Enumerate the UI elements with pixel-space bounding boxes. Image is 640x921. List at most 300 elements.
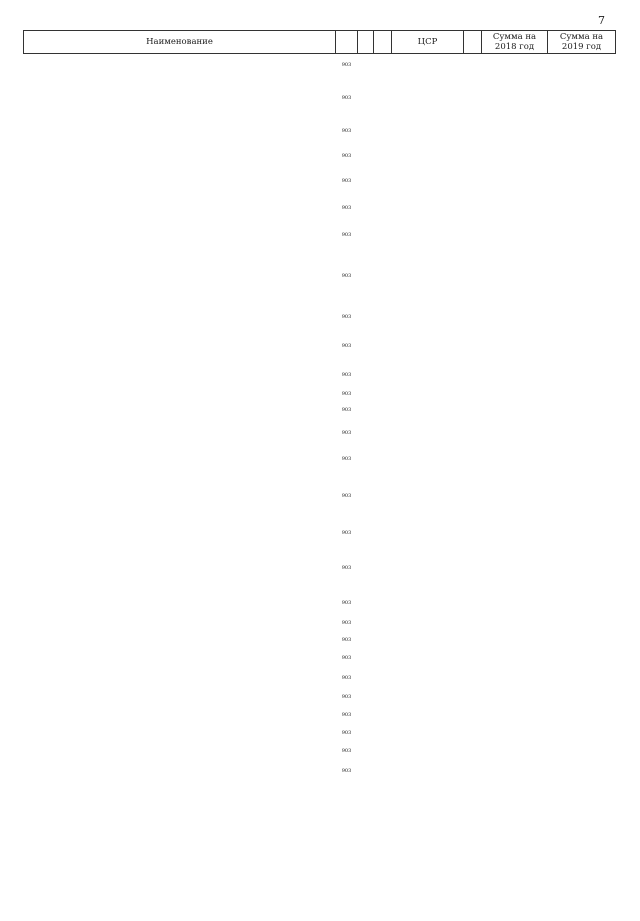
row-section — [358, 689, 374, 707]
row-sum-2019 — [548, 633, 616, 649]
row-sum-2018 — [482, 875, 548, 901]
row-name — [24, 831, 336, 853]
row-expense-type — [464, 449, 482, 471]
table-row — [24, 54, 616, 76]
row-expense-type — [464, 669, 482, 689]
row-sum-2019 — [548, 853, 616, 875]
row-sum-2018 — [482, 831, 548, 853]
row-sum-2019 — [548, 471, 616, 523]
row-ministry — [336, 853, 358, 875]
row-name — [24, 593, 336, 615]
row-target-article — [392, 689, 464, 707]
row-target-article — [392, 307, 464, 329]
row-subsection — [374, 225, 392, 247]
row-name — [24, 171, 336, 193]
row-section — [358, 831, 374, 853]
row-expense-type — [464, 365, 482, 387]
header-sum-2018: Сумма на 2018 год — [482, 31, 548, 54]
row-name — [24, 76, 336, 121]
row-expense-type — [464, 761, 482, 783]
row-target-article — [392, 831, 464, 853]
row-name — [24, 853, 336, 875]
row-subsection — [374, 815, 392, 831]
row-subsection — [374, 193, 392, 225]
table-row — [24, 329, 616, 365]
row-section — [358, 449, 374, 471]
header-target-article: ЦСР — [392, 31, 464, 54]
row-target-article — [392, 193, 464, 225]
row-subsection — [374, 307, 392, 329]
row-target-article — [392, 403, 464, 419]
row-target-article — [392, 54, 464, 76]
row-sum-2019 — [548, 143, 616, 171]
row-expense-type — [464, 121, 482, 143]
row-target-article — [392, 76, 464, 121]
row-sum-2018 — [482, 615, 548, 633]
row-sum-2018 — [482, 387, 548, 403]
row-section — [358, 387, 374, 403]
row-sum-2018 — [482, 307, 548, 329]
row-section — [358, 121, 374, 143]
row-sum-2019 — [548, 593, 616, 615]
row-sum-2018 — [482, 171, 548, 193]
row-ministry: 903 — [341, 430, 352, 437]
row-name — [24, 365, 336, 387]
row-expense-type — [464, 853, 482, 875]
row-expense-type — [464, 329, 482, 365]
row-ministry: 903 — [341, 314, 352, 321]
row-name — [24, 761, 336, 783]
row-section — [358, 419, 374, 449]
row-expense-type — [464, 615, 482, 633]
row-section — [358, 875, 374, 901]
row-subsection — [374, 329, 392, 365]
row-sum-2018 — [482, 633, 548, 649]
row-ministry: 903 — [341, 178, 352, 185]
row-ministry: 903 — [341, 655, 352, 662]
row-sum-2018 — [482, 743, 548, 761]
row-sum-2019 — [548, 815, 616, 831]
row-sum-2018 — [482, 761, 548, 783]
row-target-article — [392, 523, 464, 545]
row-subsection — [374, 797, 392, 815]
row-section — [358, 761, 374, 783]
row-expense-type — [464, 471, 482, 523]
row-target-article — [392, 815, 464, 831]
table-row — [24, 743, 616, 761]
table-row — [24, 853, 616, 875]
row-sum-2018 — [482, 725, 548, 743]
row-ministry — [336, 797, 358, 815]
row-ministry: 903 — [341, 730, 352, 737]
table-row — [24, 121, 616, 143]
row-ministry: 903 — [341, 94, 352, 101]
header-name: Наименование — [24, 31, 336, 54]
header-subsection — [374, 31, 392, 54]
row-name — [24, 307, 336, 329]
row-name — [24, 403, 336, 419]
row-expense-type — [464, 193, 482, 225]
row-sum-2019 — [548, 901, 616, 921]
row-target-article — [392, 593, 464, 615]
row-expense-type — [464, 875, 482, 901]
row-sum-2019 — [548, 365, 616, 387]
table-row — [24, 831, 616, 853]
row-name — [24, 901, 336, 921]
row-section — [358, 143, 374, 171]
row-ministry: 903 — [341, 620, 352, 627]
row-name — [24, 815, 336, 831]
row-ministry — [336, 901, 358, 921]
row-target-article — [392, 853, 464, 875]
row-section — [358, 815, 374, 831]
row-target-article — [392, 725, 464, 743]
row-target-article — [392, 329, 464, 365]
row-ministry: 903 — [341, 637, 352, 644]
row-sum-2019 — [548, 403, 616, 419]
row-subsection — [374, 449, 392, 471]
row-subsection — [374, 419, 392, 449]
row-ministry — [336, 815, 358, 831]
row-sum-2019 — [548, 545, 616, 593]
row-subsection — [374, 633, 392, 649]
row-sum-2019 — [548, 76, 616, 121]
row-sum-2018 — [482, 403, 548, 419]
row-subsection — [374, 76, 392, 121]
row-sum-2018 — [482, 54, 548, 76]
row-name — [24, 649, 336, 669]
row-subsection — [374, 387, 392, 403]
row-target-article — [392, 901, 464, 921]
row-ministry: 903 — [341, 565, 352, 572]
row-expense-type — [464, 247, 482, 307]
table-row — [24, 76, 616, 121]
row-name — [24, 523, 336, 545]
row-expense-type — [464, 523, 482, 545]
row-name — [24, 615, 336, 633]
row-name — [24, 633, 336, 649]
table-row — [24, 815, 616, 831]
row-target-article — [392, 449, 464, 471]
row-section — [358, 545, 374, 593]
row-expense-type — [464, 76, 482, 121]
row-ministry: 903 — [341, 153, 352, 160]
row-sum-2018 — [482, 143, 548, 171]
row-target-article — [392, 387, 464, 403]
row-subsection — [374, 593, 392, 615]
row-ministry: 903 — [341, 61, 352, 68]
row-ministry: 903 — [341, 694, 352, 701]
page-number: 7 — [598, 14, 605, 27]
row-sum-2019 — [548, 171, 616, 193]
row-section — [358, 171, 374, 193]
row-section — [358, 615, 374, 633]
row-expense-type — [464, 815, 482, 831]
row-ministry: 903 — [341, 530, 352, 537]
row-target-article — [392, 615, 464, 633]
row-sum-2019 — [548, 54, 616, 76]
row-sum-2019 — [548, 707, 616, 725]
row-sum-2019 — [548, 875, 616, 901]
row-name — [24, 545, 336, 593]
table-row — [24, 545, 616, 593]
row-section — [358, 669, 374, 689]
row-sum-2018 — [482, 225, 548, 247]
row-ministry: 903 — [341, 712, 352, 719]
row-expense-type — [464, 689, 482, 707]
row-expense-type — [464, 143, 482, 171]
row-expense-type — [464, 403, 482, 419]
row-section — [358, 725, 374, 743]
row-target-article — [392, 419, 464, 449]
row-name — [24, 121, 336, 143]
row-sum-2019 — [548, 743, 616, 761]
row-subsection — [374, 689, 392, 707]
row-name — [24, 247, 336, 307]
row-subsection — [374, 875, 392, 901]
row-expense-type — [464, 633, 482, 649]
row-section — [358, 329, 374, 365]
row-ministry: 903 — [341, 232, 352, 239]
row-expense-type — [464, 743, 482, 761]
row-sum-2018 — [482, 853, 548, 875]
row-sum-2018 — [482, 329, 548, 365]
table-row — [24, 615, 616, 633]
row-expense-type — [464, 831, 482, 853]
row-sum-2019 — [548, 523, 616, 545]
table-row — [24, 307, 616, 329]
row-sum-2019 — [548, 761, 616, 783]
row-subsection — [374, 783, 392, 797]
row-subsection — [374, 471, 392, 523]
row-subsection — [374, 901, 392, 921]
row-target-article — [392, 247, 464, 307]
row-section — [358, 633, 374, 649]
row-ministry: 903 — [341, 343, 352, 350]
row-sum-2019 — [548, 783, 616, 797]
row-subsection — [374, 649, 392, 669]
row-sum-2018 — [482, 365, 548, 387]
row-target-article — [392, 545, 464, 593]
row-expense-type — [464, 725, 482, 743]
row-target-article — [392, 633, 464, 649]
row-sum-2019 — [548, 121, 616, 143]
row-ministry: 903 — [341, 273, 352, 280]
table-row — [24, 247, 616, 307]
row-sum-2019 — [548, 225, 616, 247]
row-name — [24, 707, 336, 725]
table-row — [24, 365, 616, 387]
row-subsection — [374, 523, 392, 545]
row-name — [24, 669, 336, 689]
row-name — [24, 783, 336, 797]
row-subsection — [374, 615, 392, 633]
table-row — [24, 193, 616, 225]
table-row — [24, 387, 616, 403]
row-subsection — [374, 171, 392, 193]
row-name — [24, 875, 336, 901]
row-name — [24, 143, 336, 171]
row-section — [358, 54, 374, 76]
table-header — [24, 31, 616, 54]
row-expense-type — [464, 593, 482, 615]
row-sum-2019 — [548, 725, 616, 743]
row-target-article — [392, 707, 464, 725]
row-sum-2019 — [548, 419, 616, 449]
table-row — [24, 901, 616, 921]
row-sum-2018 — [482, 707, 548, 725]
row-section — [358, 471, 374, 523]
row-target-article — [392, 797, 464, 815]
row-sum-2019 — [548, 387, 616, 403]
row-name — [24, 449, 336, 471]
row-name — [24, 689, 336, 707]
row-sum-2018 — [482, 121, 548, 143]
row-expense-type — [464, 171, 482, 193]
table-row — [24, 171, 616, 193]
row-sum-2018 — [482, 689, 548, 707]
row-sum-2019 — [548, 247, 616, 307]
row-section — [358, 783, 374, 797]
row-name — [24, 725, 336, 743]
row-sum-2018 — [482, 419, 548, 449]
row-sum-2019 — [548, 449, 616, 471]
row-subsection — [374, 831, 392, 853]
row-expense-type — [464, 54, 482, 76]
table-row — [24, 633, 616, 649]
row-sum-2018 — [482, 593, 548, 615]
row-target-article — [392, 761, 464, 783]
table-row — [24, 797, 616, 815]
header-section — [358, 31, 374, 54]
row-section — [358, 403, 374, 419]
row-section — [358, 649, 374, 669]
row-expense-type — [464, 707, 482, 725]
row-sum-2019 — [548, 193, 616, 225]
table-row — [24, 875, 616, 901]
row-target-article — [392, 121, 464, 143]
row-sum-2019 — [548, 307, 616, 329]
row-section — [358, 797, 374, 815]
row-sum-2019 — [548, 689, 616, 707]
row-section — [358, 76, 374, 121]
row-section — [358, 307, 374, 329]
row-expense-type — [464, 387, 482, 403]
row-ministry — [336, 783, 358, 797]
row-section — [358, 225, 374, 247]
row-ministry: 903 — [341, 600, 352, 607]
row-ministry: 903 — [341, 205, 352, 212]
row-subsection — [374, 121, 392, 143]
row-target-article — [392, 743, 464, 761]
header-ministry — [336, 31, 358, 54]
row-ministry: 903 — [341, 675, 352, 682]
row-subsection — [374, 853, 392, 875]
row-expense-type — [464, 225, 482, 247]
row-sum-2019 — [548, 669, 616, 689]
table-row — [24, 783, 616, 797]
row-expense-type — [464, 419, 482, 449]
row-ministry: 903 — [341, 372, 352, 379]
row-sum-2018 — [482, 783, 548, 797]
row-name — [24, 743, 336, 761]
table-row — [24, 593, 616, 615]
row-sum-2018 — [482, 901, 548, 921]
table-row — [24, 725, 616, 743]
row-expense-type — [464, 545, 482, 593]
header-sum-2019: Сумма на 2019 год — [548, 31, 616, 54]
row-section — [358, 365, 374, 387]
row-section — [358, 523, 374, 545]
row-ministry — [336, 831, 358, 853]
row-expense-type — [464, 783, 482, 797]
row-sum-2019 — [548, 615, 616, 633]
row-section — [358, 743, 374, 761]
row-subsection — [374, 761, 392, 783]
row-sum-2018 — [482, 471, 548, 523]
table-row — [24, 403, 616, 419]
row-section — [358, 247, 374, 307]
row-sum-2018 — [482, 649, 548, 669]
row-sum-2018 — [482, 797, 548, 815]
table-row — [24, 689, 616, 707]
budget-table — [23, 30, 616, 921]
row-name — [24, 54, 336, 76]
row-target-article — [392, 225, 464, 247]
row-name — [24, 419, 336, 449]
row-sum-2018 — [482, 669, 548, 689]
row-sum-2018 — [482, 247, 548, 307]
table-row — [24, 649, 616, 669]
row-subsection — [374, 143, 392, 171]
row-sum-2018 — [482, 545, 548, 593]
row-ministry: 903 — [341, 748, 352, 755]
row-sum-2019 — [548, 797, 616, 815]
row-subsection — [374, 545, 392, 593]
row-target-article — [392, 471, 464, 523]
row-sum-2018 — [482, 76, 548, 121]
row-subsection — [374, 707, 392, 725]
table-row — [24, 669, 616, 689]
row-sum-2019 — [548, 831, 616, 853]
row-ministry — [336, 875, 358, 901]
row-subsection — [374, 743, 392, 761]
row-sum-2018 — [482, 449, 548, 471]
row-name — [24, 471, 336, 523]
row-name — [24, 797, 336, 815]
row-ministry: 903 — [341, 768, 352, 775]
table-row — [24, 143, 616, 171]
table-row — [24, 761, 616, 783]
row-subsection — [374, 247, 392, 307]
row-target-article — [392, 783, 464, 797]
table-row — [24, 523, 616, 545]
row-name — [24, 225, 336, 247]
row-target-article — [392, 875, 464, 901]
row-expense-type — [464, 797, 482, 815]
row-ministry: 903 — [341, 456, 352, 463]
row-sum-2018 — [482, 523, 548, 545]
row-expense-type — [464, 901, 482, 921]
row-sum-2019 — [548, 649, 616, 669]
row-sum-2018 — [482, 815, 548, 831]
row-target-article — [392, 143, 464, 171]
row-target-article — [392, 669, 464, 689]
row-section — [358, 853, 374, 875]
row-expense-type — [464, 649, 482, 669]
row-subsection — [374, 365, 392, 387]
row-ministry: 903 — [341, 128, 352, 135]
